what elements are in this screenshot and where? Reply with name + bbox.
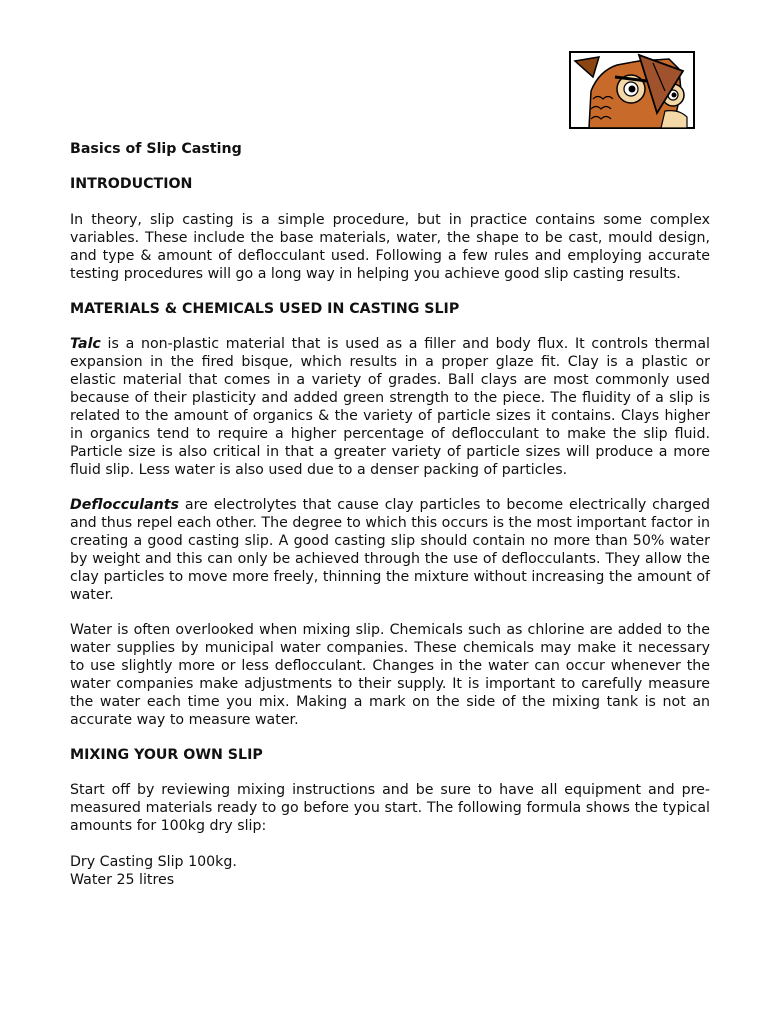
document-title: Basics of Slip Casting [70,141,242,157]
owl-logo-icon [569,51,695,129]
introduction-heading: INTRODUCTION [70,176,193,193]
formula-line-water: Water 25 litres [70,871,175,888]
talc-text: is a non-plastic material that is used as a filler and body flux. It controls thermal expansion in the fired bisque, which results in a proper glaze fit. Clay is a plastic or elastic material that comes in a variety of grades. Ball clays are most commonly used because of their plasticity and added green strength to the piece. The fluidity of a slip is related to the amount of organics & the variety of particle sizes it contains. Clays higher in organics tend to require a higher percentage of deflocculant to make the slip fluid. Particle size is also critical in that a greater variety of particle sizes will produce a more fluid slip. Less water is also used due to a denser packing of particles. [70,336,710,478]
talc-paragraph [70,336,710,479]
deflocculants-text: are electrolytes that cause clay particles to become electrically charged and thus repel each other. The degree to which this occurs is the most important factor in creating a good casting slip. A good casting slip should contain no more than 50% water by weight and this can only be achieved through the use of deflocculants. They allow the clay particles to move more freely, thinning the mixture without increasing the amount of water. [70,497,710,603]
document-body [70,141,710,889]
formula-line-slip: Dry Casting Slip 100kg. [70,853,237,870]
materials-heading: MATERIALS & CHEMICALS USED IN CASTING SLIP [70,300,460,317]
deflocculants-term: Deflocculants [70,497,179,514]
mixing-heading: MIXING YOUR OWN SLIP [70,746,263,763]
deflocculants-paragraph [70,497,710,604]
mixing-paragraph: Start off by reviewing mixing instructions and be sure to have all equipment and pre-measured materials ready to go before you start. The following formula shows the typical amounts for 100kg dry slip: [70,782,710,835]
introduction-paragraph: In theory, slip casting is a simple procedure, but in practice contains some complex variables. These include the base materials, water, the shape to be cast, mould design, and type & amount of deflocculant used. Following a few rules and employing accurate testing procedures will go a long way in helping you achieve good slip casting results. [70,211,710,282]
water-paragraph: Water is often overlooked when mixing slip. Chemicals such as chlorine are added to the water supplies by municipal water companies. These chemicals may make it necessary to use slightly more or less deflocculant. Changes in the water can occur whenever the water companies make adjustments to their supply. It is important to carefully measure the water each time you mix. Making a mark on the side of the mixing tank is not an accurate way to measure water. [70,622,710,728]
talc-term: Talc [70,336,101,353]
